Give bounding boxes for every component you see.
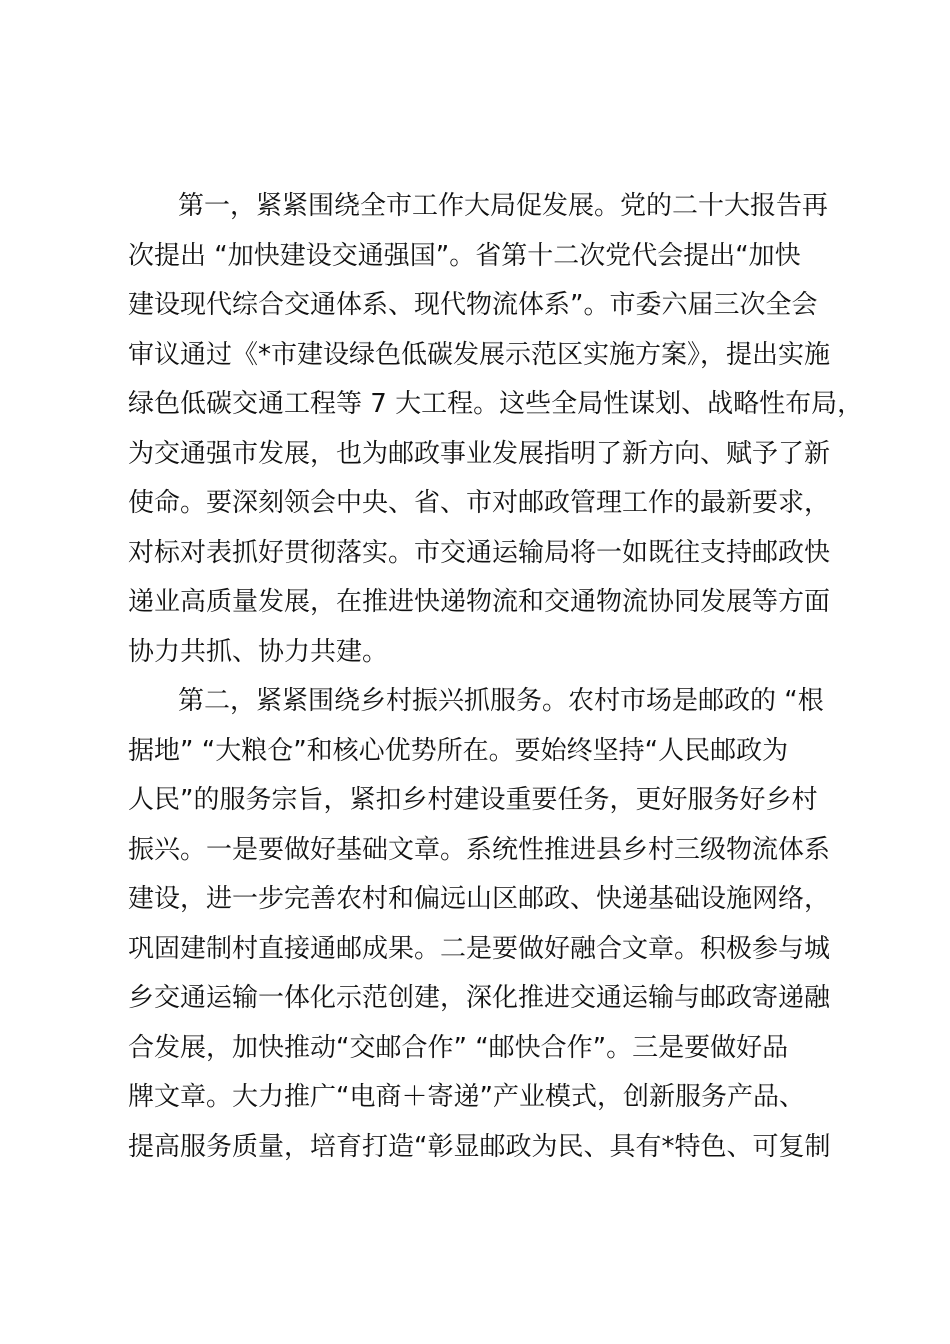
document-body [128, 182, 864, 1172]
text-line: 次提出 “加快建设交通强国”。省第十二次党代会提出“加快 [128, 240, 801, 271]
text-line: 提高服务质量，培育打造“彰显邮政为民、具有*特色、可复制 [128, 1131, 831, 1162]
text-line: 递业高质量发展，在推进快递物流和交通物流协同发展等方面 [128, 587, 831, 617]
text-line: 人民”的服务宗旨，紧扣乡村建设重要任务，更好服务好乡村 [128, 785, 818, 815]
text-line: 建设现代综合交通体系、现代物流体系”。市委六届三次全会 [128, 290, 818, 320]
text-line: 牌文章。大力推广“电商＋寄递”产业模式，创新服务产品、 [128, 1082, 805, 1112]
text-line: 绿色低碳交通工程等 7 大工程。这些全局性谋划、战略性布局， [128, 389, 864, 419]
text-line: 乡交通运输一体化示范创建，深化推进交通运输与邮政寄递融 [128, 983, 831, 1013]
text-line: 振兴。一是要做好基础文章。系统性推进县乡村三级物流体系 [128, 834, 831, 865]
text-line: 协力共抓、协力共建。 [128, 636, 389, 667]
text-line: 对标对表抓好贯彻落实。市交通运输局将一如既往支持邮政快 [128, 537, 831, 568]
text-line: 第一，紧紧围绕全市工作大局促发展。党的二十大报告再 [178, 191, 829, 221]
text-line: 使命。要深刻领会中央、省、市对邮政管理工作的最新要求， [128, 488, 831, 518]
text-line: 审议通过《*市建设绿色低碳发展示范区实施方案》，提出实施 [128, 339, 831, 370]
text-line: 巩固建制村直接通邮成果。二是要做好融合文章。积极参与城 [128, 933, 831, 964]
text-line: 建设，进一步完善农村和偏远山区邮政、快递基础设施网络， [128, 884, 831, 914]
paragraph-1 [128, 182, 864, 677]
paragraph-2 [128, 677, 833, 1172]
text-line: 第二，紧紧围绕乡村振兴抓服务。农村市场是邮政的 “根 [178, 686, 824, 716]
text-line: 据地” “大粮仓”和核心优势所在。要始终坚持“人民邮政为 [128, 735, 789, 766]
text-line: 合发展，加快推动“交邮合作” “邮快合作”。三是要做好品 [128, 1032, 789, 1063]
text-line: 为交通强市发展，也为邮政事业发展指明了新方向、赋予了新 [128, 438, 831, 469]
